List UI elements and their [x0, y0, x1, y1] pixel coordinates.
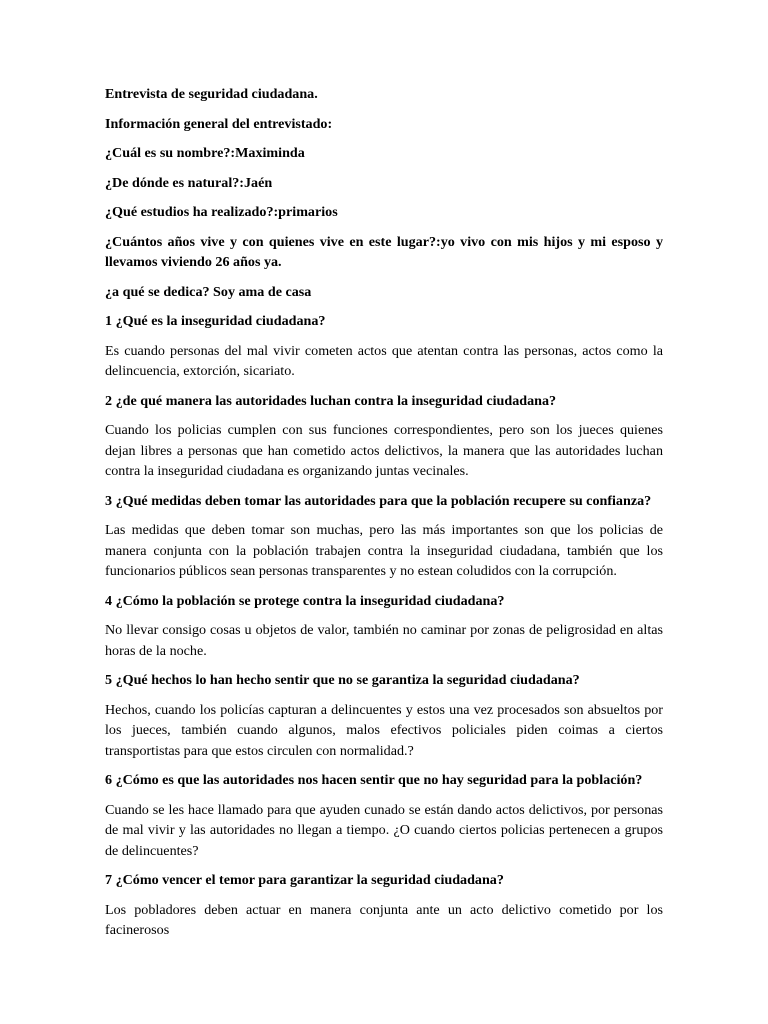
document-title: Entrevista de seguridad ciudadana. [105, 86, 318, 102]
answer-1: Es cuando personas del mal vivir cometen actos que atentan contra las personas, actos como la delincuencia, extorción, sicariato. [105, 342, 663, 379]
question-4: 4 ¿Cómo la población se protege contra la inseguridad ciudadana? [105, 592, 505, 609]
profile-field-natural: ¿De dónde es natural?:Jaén [105, 174, 273, 191]
question-7: 7 ¿Cómo vencer el temor para garantizar la seguridad ciudadana? [105, 872, 504, 888]
answer-3: Las medidas que deben tomar son muchas, pero las más importantes son que los policias de manera conjunta con la población trabajen contra la inseguridad ciudadana, también que los funcionarios públicos sean personas transparentes y no estean coludidos con la corrupción. [105, 522, 663, 579]
profile-field-estudios: ¿Qué estudios ha realizado?:primarios [105, 204, 338, 220]
answer-5: Hechos, cuando los policías capturan a delincuentes y estos una vez procesados son absueltos por los jueces, también cuando algunos, malos efectivos policiales piden coimas a ciertos transportistas para que estos circulen con normalidad.? [105, 701, 663, 759]
section-label-informacion-general: Información general del entrevistado: [105, 115, 333, 132]
question-2: 2 ¿de qué manera las autoridades luchan contra la inseguridad ciudadana? [105, 392, 557, 409]
question-1: 1 ¿Qué es la inseguridad ciudadana? [105, 313, 326, 329]
document-body [105, 84, 663, 941]
answer-2: Cuando los policias cumplen con sus funciones correspondientes, pero son los jueces quienes dejan libres a personas que han cometido actos delictivos, la manera que las autoridades luchan contra la inseguridad ciudadana es organizando juntas vecinales. [105, 422, 663, 479]
question-3: 3 ¿Qué medidas deben tomar las autoridades para que la población recupere su confianza? [105, 492, 652, 509]
question-5: 5 ¿Qué hechos lo han hecho sentir que no se garantiza la seguridad ciudadana? [105, 672, 580, 688]
answer-4: No llevar consigo cosas u objetos de valor, también no caminar por zonas de peligrosidad en altas horas de la noche. [105, 622, 663, 659]
answer-7: Los pobladores deben actuar en manera conjunta ante un acto delictivo cometido por los facinerosos [105, 901, 663, 938]
answer-6: Cuando se les hace llamado para que ayuden cunado se están dando actos delictivos, por personas de mal vivir y las autoridades no llegan a tiempo. ¿O cuando ciertos policias pertenecen a grupos de delincuentes? [105, 801, 663, 859]
profile-field-ocupacion: ¿a qué se dedica? Soy ama de casa [105, 283, 312, 300]
profile-field-nombre: ¿Cuál es su nombre?:Maximinda [105, 145, 305, 161]
question-6: 6 ¿Cómo es que las autoridades nos hacen sentir que no hay seguridad para la población? [105, 772, 643, 788]
profile-field-anios-y-convivientes: ¿Cuántos años vive y con quienes vive en este lugar?:yo vivo con mis hijos y mi esposo y llevamos viviendo 26 años ya. [105, 233, 663, 270]
